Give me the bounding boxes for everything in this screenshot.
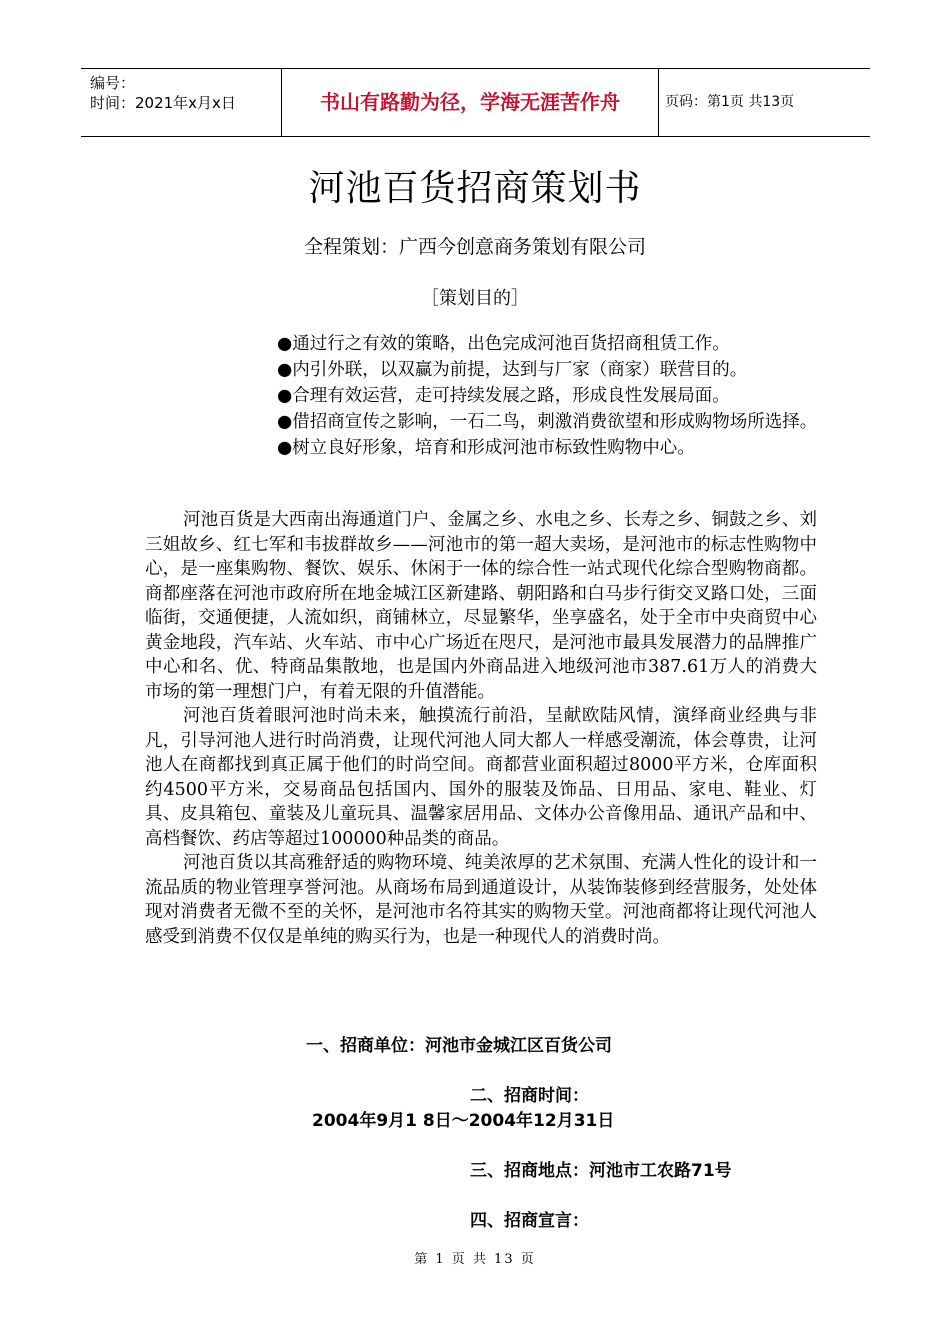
purpose-bullet-list	[145, 331, 825, 461]
investment-time-value: 2004年9月1 8日～2004年12月31日	[312, 1111, 615, 1131]
bullet-item: ●通过行之有效的策略，出色完成河池百货招商租赁工作。	[277, 334, 730, 354]
bullet-item: ●借招商宣传之影响，一石二鸟，刺激消费欲望和形成购物场所选择。	[277, 412, 818, 432]
body-paragraph: 河池百货着眼河池时尚未来，触摸流行前沿，呈献欧陆风情，演绎商业经典与非凡，引导河池人进行时尚消费，让现代河池人同大都人一样感受潮流，体会尊贵，让河池人在商都找到真正属于他们的时尚空间。商都营业面积超过8000平方米，仓库面积约4500平方米，交易商品包括国内、国外的服装及饰品、日用品、家电、鞋业、灯具、皮具箱包、童装及儿童玩具、温馨家居用品、文体办公音像用品、通讯产品和中、高档餐饮、药店等超过100000种品类的商品。	[145, 706, 817, 849]
heading-investment-place: 三、招商地点：河池市工农路71号	[470, 1161, 732, 1181]
header-motto: 书山有路勤为径，学海无涯苦作舟	[282, 69, 659, 136]
page-header	[81, 68, 870, 137]
body-text	[145, 508, 817, 949]
heading-investment-declaration: 四、招商宣言：	[470, 1211, 589, 1231]
bullet-item: ●树立良好形象，培育和形成河池市标致性购物中心。	[277, 438, 695, 458]
body-paragraph: 河池百货是大西南出海通道门户、金属之乡、水电之乡、长寿之乡、铜鼓之乡、刘三姐故乡、红七军和韦拔群故乡——河池市的第一超大卖场，是河池市的标志性购物中心，是一座集购物、餐饮、娱乐、休闲于一体的综合性一站式现代化综合型购物商都。商都座落在河池市政府所在地金城江区新建路、朝阳路和白马步行街交叉路口处，三面临街，交通便捷，人流如织，商铺林立，尽显繁华，坐享盛名，处于全市中央商贸中心黄金地段，汽车站、火车站、市中心广场近在咫尺，是河池市最具发展潜力的品牌推广中心和名、优、特商品集散地，也是国内外商品进入地级河池市387.61万人的消费大市场的第一理想门户，有着无限的升值潜能。	[145, 510, 817, 702]
page-footer: 第 1 页 共 13 页	[414, 1252, 536, 1267]
bullet-item: ●合理有效运营，走可持续发展之路，形成良性发展局面。	[277, 386, 730, 406]
header-meta	[81, 69, 282, 136]
number-label: 编号：	[90, 74, 136, 92]
bullet-item: ●内引外联，以双赢为前提，达到与厂家（商家）联营目的。	[277, 360, 748, 380]
header-page-number: 页码：第1页 共13页	[665, 94, 795, 110]
date-label: 时间：2021年x月x日	[90, 94, 236, 112]
document-subtitle: 全程策划：广西今创意商务策划有限公司	[303, 236, 646, 258]
document-title: 河池百货招商策划书	[308, 168, 642, 209]
heading-investment-time: 二、招商时间：	[470, 1086, 589, 1106]
body-paragraph: 河池百货以其高雅舒适的购物环境、纯美浓厚的艺术氛围、充满人性化的设计和一流品质的物业管理享誉河池。从商场布局到通道设计，从装饰装修到经营服务，处处体现对消费者无微不至的关怀，是河池市名符其实的购物天堂。河池商都将让现代河池人感受到消费不仅仅是单纯的购买行为，也是一种现代人的消费时尚。	[145, 853, 817, 947]
section-purpose-heading: ［策划目的］	[421, 288, 529, 309]
heading-investment-unit: 一、招商单位：河池市金城江区百货公司	[306, 1036, 612, 1056]
